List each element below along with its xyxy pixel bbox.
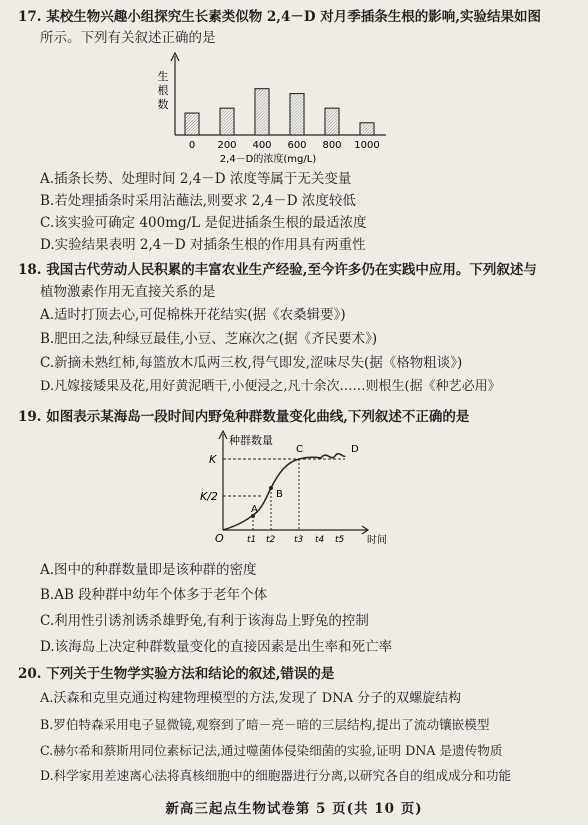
q19-option-b: B.AB 段种群中幼年个体多于老年个体	[40, 587, 268, 603]
chart2-label-d: D	[351, 444, 359, 455]
x-tick-600: 600	[287, 140, 307, 151]
q20-option-b: B.罗伯特森采用电子显微镜,观察到了暗－亮－暗的三层结构,提出了流动镶嵌模型	[40, 717, 490, 732]
chart2-label-a: A	[251, 504, 258, 515]
q19-number: 19.	[18, 409, 42, 425]
x-tick-200: 200	[217, 140, 237, 151]
q17-bar-chart	[150, 52, 390, 167]
q17-stem-line-2	[40, 29, 216, 47]
chart1-ylabel-2: 根	[157, 84, 169, 97]
q20-option-c: C.赫尔希和蔡斯用同位素标记法,通过噬菌体侵染细菌的实验,证明 DNA 是遗传物质	[40, 743, 503, 758]
chart2-ytick-k2: K/2	[200, 490, 218, 503]
chart2-curve	[223, 454, 345, 530]
chart2-point-b	[269, 486, 273, 490]
chart1-ylabel-1: 生	[157, 70, 169, 83]
q20-number: 20.	[18, 666, 42, 682]
q18-option-d: D.凡嫁接矮果及花,用好黄泥晒干,小便浸之,凡十余次……则根生(据《种艺必用》	[40, 379, 501, 394]
q20-option-d: D.科学家用差速离心法将真核细胞中的细胞器进行分离,以研究各自的组成成分和功能	[40, 768, 512, 783]
chart2-xtick-t3: t3	[294, 535, 304, 545]
chart2-xtick-t4: t4	[315, 535, 325, 545]
chart1-ylabel-3: 数	[157, 98, 169, 111]
q19-option-d: D.该海岛上决定种群数量变化的直接因素是出生率和死亡率	[40, 639, 393, 655]
x-tick-0: 0	[188, 140, 196, 151]
q20-stem-line-1	[18, 665, 334, 683]
x-tick-400: 400	[252, 140, 272, 151]
q17-option-a: A.插条长势、处理时间 2,4－D 浓度等属于无关变量	[40, 171, 352, 187]
q18-stem-1: 我国古代劳动人民积累的丰富农业生产经验,至今许多仍在实践中应用。下列叙述与	[46, 262, 537, 278]
q17-option-c: C.该实验可确定 400mg/L 是促进插条生根的最适浓度	[40, 215, 367, 231]
chart2-ylabel: 种群数量	[229, 434, 273, 447]
q18-stem-line-1	[18, 261, 537, 279]
page-footer: 新高三起点生物试卷第 5 页(共 10 页)	[165, 801, 423, 817]
q17-stem-1: 某校生物兴趣小组探究生长素类似物 2,4－D 对月季插条生根的影响,实验结果如图	[46, 9, 541, 25]
q18-number: 18.	[18, 262, 42, 278]
q19-option-c: C.利用性引诱剂诱杀雄野兔,有利于该海岛上野兔的控制	[40, 613, 369, 629]
q18-option-b: B.肥田之法,种绿豆最佳,小豆、芝麻次之(据《齐民要术》)	[40, 331, 378, 347]
x-tick-1000: 1000	[354, 140, 380, 151]
q20-option-a: A.沃森和克里克通过构建物理模型的方法,发现了 DNA 分子的双螺旋结构	[40, 691, 462, 706]
q18-stem-2: 植物激素作用无直接关系的是	[40, 284, 216, 300]
q19-population-chart	[195, 430, 405, 548]
q17-option-d: D.实验结果表明 2,4－D 对插条生根的作用具有两重性	[40, 237, 366, 253]
q19-option-a: A.图中的种群数量即是该种群的密度	[40, 562, 257, 578]
chart2-ytick-k: K	[209, 453, 217, 466]
q20-stem-1: 下列关于生物学实验方法和结论的叙述,错误的是	[46, 666, 335, 682]
q17-stem-2: 所示。下列有关叙述正确的是	[40, 30, 216, 46]
chart2-xtick-o: O	[215, 532, 224, 545]
chart2-xtick-t2: t2	[266, 535, 276, 545]
chart2-label-b: B	[276, 489, 283, 500]
chart2-label-c: C	[296, 444, 303, 455]
chart2-xtick-t1: t1	[247, 535, 257, 545]
x-tick-800: 800	[322, 140, 342, 151]
chart2-xlabel: 时间	[367, 535, 387, 546]
q18-option-a: A.适时打顶去心,可促棉株开花结实(据《农桑辑要》)	[40, 307, 346, 323]
q17-number: 17.	[18, 9, 42, 25]
chart1-xlabel: 2,4－D的浓度(mg/L)	[219, 154, 317, 165]
chart2-xtick-t5: t5	[335, 535, 345, 545]
q17-stem-line-1	[18, 8, 541, 26]
q18-stem-line-2	[40, 283, 216, 301]
q17-option-b: B.若处理插条时采用沾蘸法,则要求 2,4－D 浓度较低	[40, 193, 356, 209]
q19-stem-line-1	[18, 408, 469, 426]
q19-stem-1: 如图表示某海岛一段时间内野兔种群数量变化曲线,下列叙述不正确的是	[46, 409, 470, 425]
q18-option-c: C.新摘未熟红柿,每篮放木瓜两三枚,得气即发,涩味尽失(据《格物粗谈》)	[40, 355, 463, 371]
